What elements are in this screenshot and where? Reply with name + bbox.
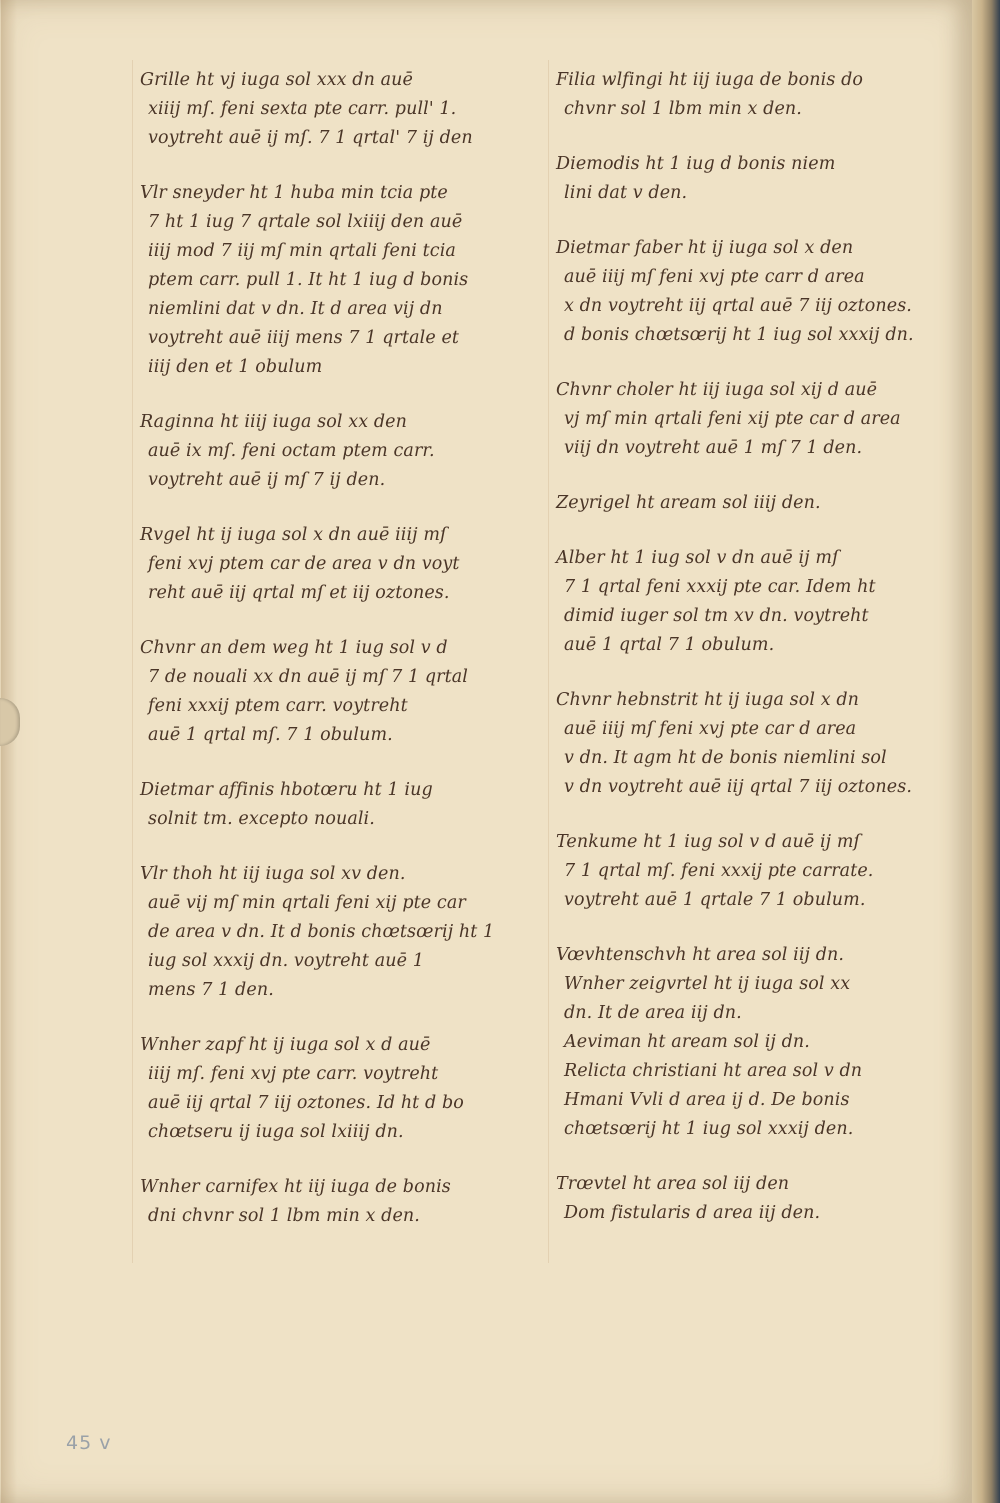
- text-entry: [140, 66, 540, 153]
- text-entry: [140, 408, 540, 495]
- text-line: xiiij mſ. feni sexta pte carr. pull' 1.: [148, 99, 457, 119]
- text-line: Dom fistularis d area iij den.: [564, 1203, 821, 1223]
- left-column: [140, 66, 540, 1257]
- text-line: Wnher carnifex ht iij iuga de bonis: [140, 1177, 451, 1197]
- text-line: Alber ht 1 iug sol v dn auē ij mſ: [556, 548, 839, 568]
- text-line: chœtsœrij ht 1 iug sol xxxij den.: [564, 1119, 854, 1139]
- text-line: Zeyrigel ht aream sol iiij den.: [556, 493, 821, 513]
- text-line: lini dat v den.: [564, 183, 688, 203]
- text-line: auē iiij mſ feni xvj pte carr d area: [564, 267, 865, 287]
- text-entry: [140, 1173, 540, 1231]
- text-line: 7 1 qrtal mſ. feni xxxij pte carrate.: [564, 861, 874, 881]
- text-line: 7 de nouali xx dn auē ij mſ 7 1 qrtal: [148, 667, 468, 687]
- text-line: chœtseru ij iuga sol lxiiij dn.: [148, 1122, 404, 1142]
- text-line: de area v dn. It d bonis chœtsœrij ht 1: [148, 922, 495, 942]
- text-line: Vlr sneyder ht 1 huba min tcia pte: [140, 183, 448, 203]
- text-line: v dn voytreht auē iij qrtal 7 iij oztones.: [564, 777, 912, 797]
- text-line: vj mſ min qrtali feni xij pte car d area: [564, 409, 901, 429]
- text-line: Trœvtel ht area sol iij den: [556, 1174, 790, 1194]
- text-entry: [556, 686, 956, 802]
- text-line: auē 1 qrtal 7 1 obulum.: [564, 635, 775, 655]
- text-line: solnit tm. excepto nouali.: [148, 809, 375, 829]
- text-line: Diemodis ht 1 iug d bonis niem: [556, 154, 836, 174]
- text-line: Relicta christiani ht area sol v dn: [564, 1061, 863, 1081]
- text-line: dn. It de area iij dn.: [564, 1003, 742, 1023]
- text-entry: [140, 179, 540, 382]
- text-line: dimid iuger sol tm xv dn. voytreht: [564, 606, 869, 626]
- text-line: voytreht auē ij mſ. 7 1 qrtal' 7 ij den: [148, 128, 473, 148]
- text-line: Hmani Vvli d area ij d. De bonis: [564, 1090, 850, 1110]
- text-line: Wnher zapf ht ij iuga sol x d auē: [140, 1035, 431, 1055]
- text-entry: [556, 828, 956, 915]
- binding-notch: [0, 698, 20, 746]
- page-edge: [972, 0, 1000, 1503]
- text-line: Chvnr hebnstrit ht ij iuga sol x dn: [556, 690, 860, 710]
- text-line: Vœvhtenschvh ht area sol iij dn.: [556, 945, 845, 965]
- text-line: Tenkume ht 1 iug sol v d auē ij mſ: [556, 832, 861, 852]
- text-line: voytreht auē iiij mens 7 1 qrtale et: [148, 328, 460, 348]
- text-line: Dietmar affinis hbotœru ht 1 iug: [140, 780, 433, 800]
- text-line: Chvnr choler ht iij iuga sol xij d auē: [556, 380, 878, 400]
- text-line: chvnr sol 1 lbm min x den.: [564, 99, 802, 119]
- text-line: viij dn voytreht auē 1 mſ 7 1 den.: [564, 438, 863, 458]
- text-line: Chvnr an dem weg ht 1 iug sol v d: [140, 638, 448, 658]
- text-entry: [556, 150, 956, 208]
- text-entry: [556, 941, 956, 1144]
- text-entry: [140, 776, 540, 834]
- text-line: Vlr thoh ht iij iuga sol xv den.: [140, 864, 406, 884]
- text-entry: [556, 66, 956, 124]
- text-entry: [140, 1031, 540, 1147]
- text-line: Filia wlfingi ht iij iuga de bonis do: [556, 70, 864, 90]
- text-line: Wnher zeigvrtel ht ij iuga sol xx: [564, 974, 851, 994]
- ruling-line: [548, 60, 549, 1263]
- text-line: iiij den et 1 obulum: [148, 357, 323, 377]
- right-column: [556, 66, 956, 1254]
- text-line: auē iiij mſ feni xvj pte car d area: [564, 719, 857, 739]
- text-line: d bonis chœtsœrij ht 1 iug sol xxxij dn.: [564, 325, 914, 345]
- text-line: reht auē iij qrtal mſ et iij oztones.: [148, 583, 450, 603]
- folio-number: 45 v: [66, 1432, 112, 1454]
- text-line: feni xxxij ptem carr. voytreht: [148, 696, 408, 716]
- text-line: Rvgel ht ij iuga sol x dn auē iiij mſ: [140, 525, 447, 545]
- text-line: dni chvnr sol 1 lbm min x den.: [148, 1206, 420, 1226]
- text-entry: [140, 634, 540, 750]
- text-line: niemlini dat v dn. It d area vij dn: [148, 299, 443, 319]
- text-line: iiij mod 7 iij mſ min qrtali feni tcia: [148, 241, 456, 261]
- text-line: auē ix mſ. feni octam ptem carr.: [148, 441, 435, 461]
- text-entry: [556, 376, 956, 463]
- text-entry: [140, 521, 540, 608]
- text-line: iiij mſ. feni xvj pte carr. voytreht: [148, 1064, 439, 1084]
- text-line: 7 1 qrtal feni xxxij pte car. Idem ht: [564, 577, 876, 597]
- text-entry: [556, 234, 956, 350]
- text-line: ptem carr. pull 1. It ht 1 iug d bonis: [148, 270, 469, 290]
- text-line: x dn voytreht iij qrtal auē 7 iij oztones.: [564, 296, 912, 316]
- text-line: auē iij qrtal 7 iij oztones. Id ht d bo: [148, 1093, 464, 1113]
- text-line: auē 1 qrtal mſ. 7 1 obulum.: [148, 725, 393, 745]
- text-entry: [556, 489, 956, 518]
- text-line: Aeviman ht aream sol ij dn.: [564, 1032, 810, 1052]
- text-entry: [140, 860, 540, 1005]
- text-line: auē vij mſ min qrtali feni xij pte car: [148, 893, 466, 913]
- text-line: voytreht auē ij mſ 7 ij den.: [148, 470, 386, 490]
- text-line: iug sol xxxij dn. voytreht auē 1: [148, 951, 424, 971]
- text-line: feni xvj ptem car de area v dn voyt: [148, 554, 460, 574]
- text-line: 7 ht 1 iug 7 qrtale sol lxiiij den auē: [148, 212, 463, 232]
- text-line: mens 7 1 den.: [148, 980, 274, 1000]
- text-line: Dietmar faber ht ij iuga sol x den: [556, 238, 854, 258]
- text-entry: [556, 1170, 956, 1228]
- gutter-stain: [1, 0, 17, 1503]
- text-line: Grille ht vj iuga sol xxx dn auē: [140, 70, 414, 90]
- text-entry: [556, 544, 956, 660]
- ruling-line: [132, 60, 133, 1263]
- text-line: voytreht auē 1 qrtale 7 1 obulum.: [564, 890, 866, 910]
- text-line: v dn. It agm ht de bonis niemlini sol: [564, 748, 887, 768]
- text-line: Raginna ht iiij iuga sol xx den: [140, 412, 407, 432]
